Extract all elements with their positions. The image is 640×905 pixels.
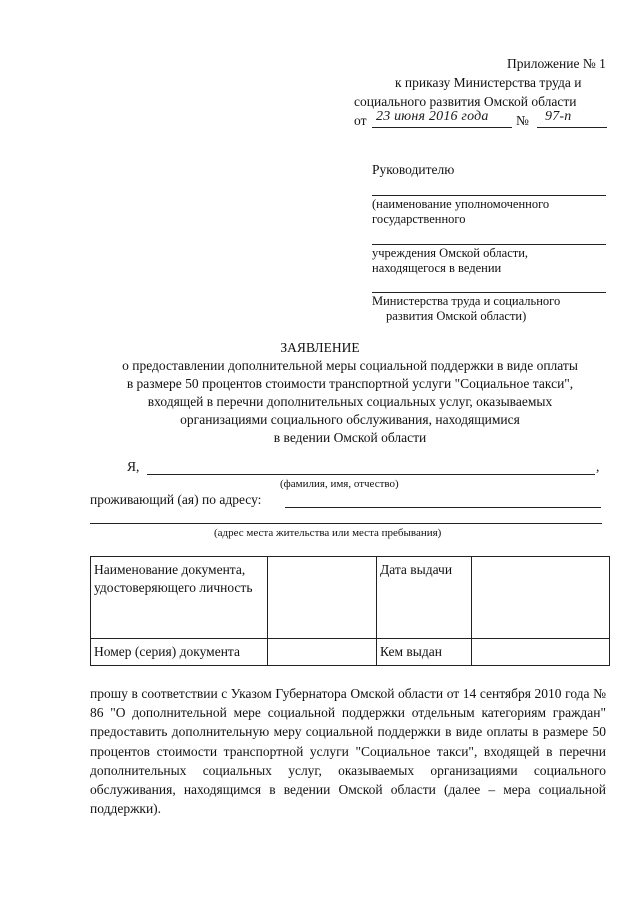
address-field-line-2[interactable]: [90, 523, 602, 524]
name-caption: (фамилия, имя, отчество): [280, 478, 399, 490]
name-field-line[interactable]: [147, 474, 595, 475]
issued-by-label-cell: Кем выдан: [377, 639, 472, 666]
applicant-comma: ,: [596, 459, 600, 474]
issue-date-label-cell: Дата выдачи: [377, 557, 472, 639]
address-caption: (адрес места жительства или места пребывания): [214, 527, 442, 539]
heading-line-1: о предоставлении дополнительной меры социальной поддержки в виде оплаты: [122, 358, 578, 373]
addressee-caption-1b: государственного: [372, 212, 466, 226]
number-underline: [537, 127, 607, 128]
addressee-line-1: [372, 195, 606, 196]
addressee-line-2: [372, 244, 606, 245]
appendix-number-label: №: [516, 113, 529, 128]
heading-line-2: в размере 50 процентов стоимости транспортной услуги "Социальное такси",: [126, 376, 574, 391]
heading-line-4: организациями социального обслуживания, находящимися: [180, 412, 520, 427]
addressee-line-3: [372, 292, 606, 293]
issued-by-value-cell[interactable]: [472, 639, 610, 666]
heading-line-3: входящей в перечни дополнительных социальных услуг, оказываемых: [147, 394, 553, 409]
appendix-date-handwritten: 23 июня 2016 года: [376, 109, 489, 124]
doc-number-label-cell: Номер (серия) документа: [91, 639, 268, 666]
applicant-i-label: Я,: [127, 459, 140, 474]
appendix-order-line: к приказу Министерства труда и: [395, 75, 582, 90]
table-row: [91, 557, 610, 639]
request-paragraph: прошу в соответствии с Указом Губернатора Омской области от 14 сентября 2010 года № 86 "О дополнительной мере социальной поддержки отдельным категориям граждан" предоставить дополнительную меру социальной поддержки в виде оплаты в размере 50 процентов стоимости транспортной услуги "Социальное такси", входящей в перечни дополнительных социальных услуг, оказываемых организациями социального обслуживания, находящимся в ведении Омской области (далее – мера социальной поддержки).: [90, 686, 606, 817]
addressee-caption-1a: (наименование уполномоченного: [372, 197, 550, 211]
document-title: ЗАЯВЛЕНИЕ: [280, 340, 360, 355]
doc-name-value-cell[interactable]: [268, 557, 377, 639]
appendix-number-handwritten: 97-п: [545, 109, 572, 124]
addressee-caption-3b: развития Омской области): [386, 309, 527, 323]
appendix-ministry-line: социального развития Омской области: [354, 94, 577, 109]
heading-line-5: в ведении Омской области: [273, 430, 427, 445]
table-row: [91, 639, 610, 666]
addressee-caption-2b: находящегося в ведении: [372, 261, 502, 275]
address-field-line-1[interactable]: [285, 507, 601, 508]
issue-date-value-cell[interactable]: [472, 557, 610, 639]
doc-number-value-cell[interactable]: [268, 639, 377, 666]
addressee-caption-2a: учреждения Омской области,: [372, 246, 529, 260]
address-label: проживающий (ая) по адресу:: [90, 492, 262, 507]
appendix-title: Приложение № 1: [507, 56, 606, 71]
appendix-from-label: от: [354, 113, 367, 128]
addressee-caption-3a: Министерства труда и социального: [372, 294, 561, 308]
date-underline: [372, 127, 512, 128]
identity-document-table: [90, 556, 610, 666]
addressee-title: Руководителю: [372, 162, 455, 177]
doc-name-label-cell: Наименование документа, удостоверяющего личность: [91, 557, 268, 639]
